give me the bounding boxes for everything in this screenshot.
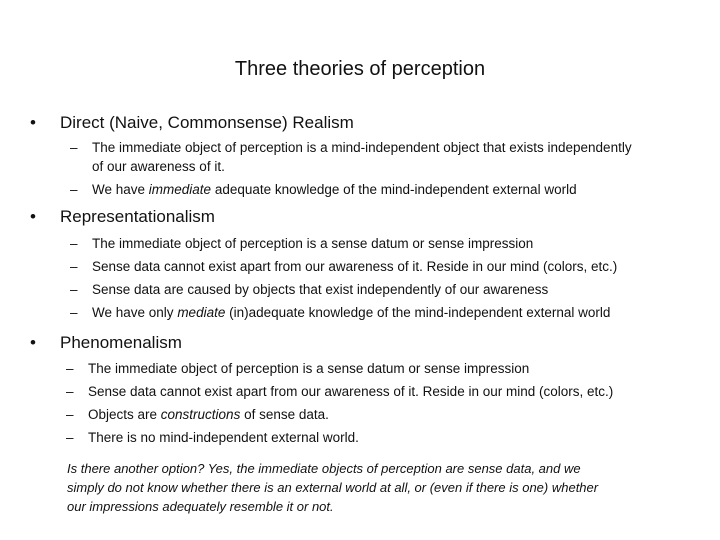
list-item-text: The immediate object of perception is a sense datum or sense impression bbox=[88, 361, 530, 376]
dash-marker: – bbox=[66, 361, 74, 376]
section-heading-realism bbox=[30, 112, 354, 134]
list-item-text: The immediate object of perception is a sense datum or sense impression bbox=[92, 236, 534, 251]
bullet-marker: • bbox=[30, 207, 36, 226]
list-item-text: The immediate object of perception is a mind-independent object that exists independently of our awareness of it. bbox=[92, 140, 632, 174]
list-item-text: We have only mediate (in)adequate knowledge of the mind-independent external world bbox=[92, 305, 611, 320]
bullet-marker: • bbox=[30, 333, 36, 352]
bullet-marker: • bbox=[30, 113, 36, 132]
dash-marker: – bbox=[70, 140, 78, 155]
dash-marker: – bbox=[70, 259, 78, 274]
section-heading-phenomenalism bbox=[30, 332, 182, 354]
list-item-text: Sense data are caused by objects that exist independently of our awareness bbox=[92, 282, 549, 297]
section-heading-representationalism bbox=[30, 206, 215, 228]
section-heading-text: Phenomenalism bbox=[60, 333, 182, 352]
section-heading-text: Representationalism bbox=[60, 207, 215, 226]
dash-marker: – bbox=[66, 407, 74, 422]
closing-note: Is there another option? Yes, the immediate objects of perception are sense data, and we simply do not know whether there is an external world at all, or (even if there is one) whether our impressions adequately resemble it or not. bbox=[67, 461, 599, 514]
list-item-text: We have immediate adequate knowledge of the mind-independent external world bbox=[92, 182, 577, 197]
slide-title: Three theories of perception bbox=[234, 58, 486, 80]
section-heading-text: Direct (Naive, Commonsense) Realism bbox=[60, 113, 354, 132]
list-item-text: There is no mind-independent external world. bbox=[88, 430, 359, 445]
dash-marker: – bbox=[70, 282, 78, 297]
dash-marker: – bbox=[66, 384, 74, 399]
dash-marker: – bbox=[70, 182, 78, 197]
dash-marker: – bbox=[70, 236, 78, 251]
list-item-text: Sense data cannot exist apart from our awareness of it. Reside in our mind (colors, etc.) bbox=[88, 384, 614, 399]
list-item-text: Objects are constructions of sense data. bbox=[88, 407, 329, 422]
dash-marker: – bbox=[70, 305, 78, 320]
list-item-text: Sense data cannot exist apart from our awareness of it. Reside in our mind (colors, etc.) bbox=[92, 259, 618, 274]
dash-marker: – bbox=[66, 430, 74, 445]
